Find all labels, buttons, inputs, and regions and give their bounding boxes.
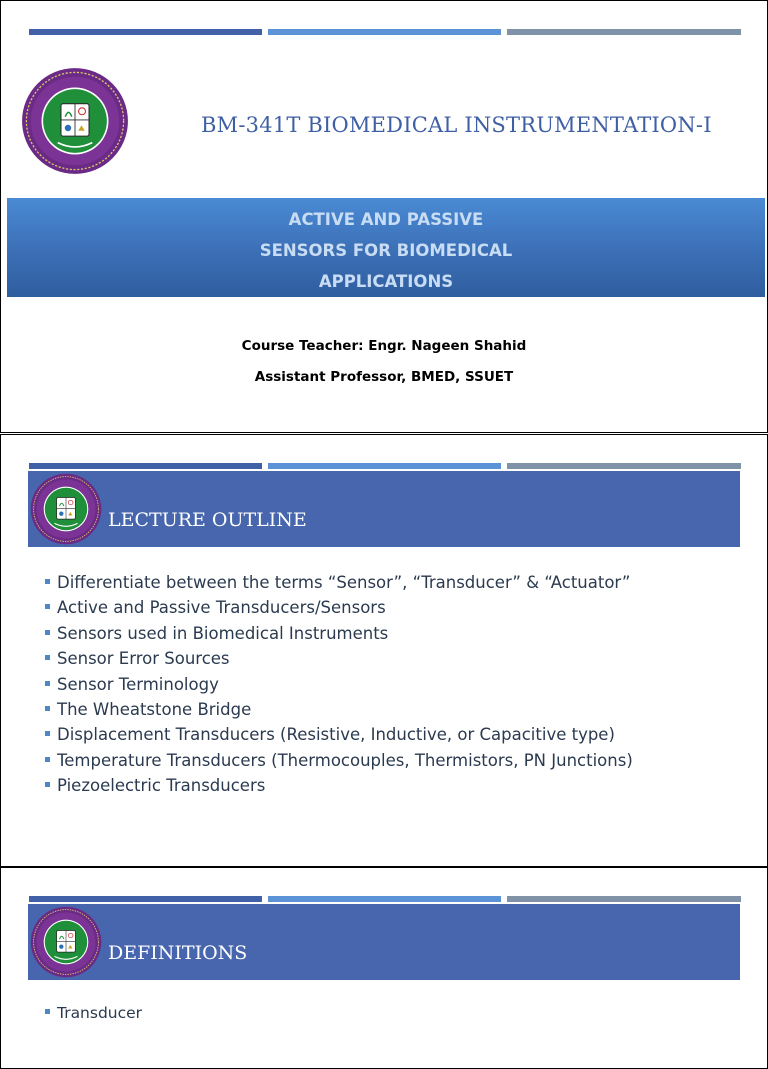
definitions-slide	[0, 867, 768, 1069]
list-item: The Wheatstone Bridge	[45, 697, 633, 722]
bullet-square-icon	[45, 630, 50, 635]
accent-bar-gray	[507, 896, 741, 902]
bullet-square-icon	[45, 757, 50, 762]
topic-banner	[7, 198, 765, 297]
accent-bar-light	[268, 29, 501, 35]
list-item: Differentiate between the terms “Sensor”, “Transducer” & “Actuator”	[45, 570, 633, 595]
outline-list	[45, 570, 633, 799]
accent-bar-dark	[29, 463, 262, 469]
list-item: Temperature Transducers (Thermocouples, Thermistors, PN Junctions)	[45, 748, 633, 773]
banner-line-3: APPLICATIONS	[318, 272, 454, 291]
slide-header-band	[28, 471, 740, 547]
course-title: BM-341T BIOMEDICAL INSTRUMENTATION-I	[201, 113, 712, 137]
list-item: Piezoelectric Transducers	[45, 773, 633, 798]
bullet-square-icon	[45, 706, 50, 711]
bullet-square-icon	[45, 579, 50, 584]
definitions-list	[45, 1001, 142, 1026]
accent-bar-light	[268, 896, 501, 902]
list-item: Sensor Error Sources	[45, 646, 633, 671]
top-accent-bars	[29, 463, 741, 469]
bullet-square-icon	[45, 681, 50, 686]
slide-title: LECTURE OUTLINE	[108, 509, 307, 531]
university-seal-icon	[30, 473, 102, 545]
bullet-square-icon	[45, 655, 50, 660]
accent-bar-gray	[507, 29, 741, 35]
list-item: Active and Passive Transducers/Sensors	[45, 595, 633, 620]
bullet-square-icon	[45, 782, 50, 787]
list-item: Sensors used in Biomedical Instruments	[45, 621, 633, 646]
accent-bar-dark	[29, 896, 262, 902]
list-item: Displacement Transducers (Resistive, Inductive, or Capacitive type)	[45, 722, 633, 747]
accent-bar-gray	[507, 463, 741, 469]
top-accent-bars	[29, 896, 741, 902]
slide-title: DEFINITIONS	[108, 942, 248, 964]
banner-line-1: ACTIVE AND PASSIVE	[288, 210, 484, 229]
title-slide	[0, 0, 768, 433]
banner-line-2: SENSORS FOR BIOMEDICAL	[259, 241, 513, 260]
accent-bar-dark	[29, 29, 262, 35]
teacher-designation: Assistant Professor, BMED, SSUET	[254, 369, 514, 385]
bullet-square-icon	[45, 731, 50, 736]
accent-bar-light	[268, 463, 501, 469]
top-accent-bars	[29, 29, 741, 35]
list-item: Transducer	[45, 1001, 142, 1026]
slide-header-band	[28, 904, 740, 980]
outline-slide	[0, 434, 768, 867]
bullet-square-icon	[45, 604, 50, 609]
university-seal-icon	[21, 67, 129, 175]
course-teacher: Course Teacher: Engr. Nageen Shahid	[241, 338, 527, 354]
list-item: Sensor Terminology	[45, 672, 633, 697]
university-seal-icon	[30, 906, 102, 978]
bullet-square-icon	[45, 1009, 50, 1014]
